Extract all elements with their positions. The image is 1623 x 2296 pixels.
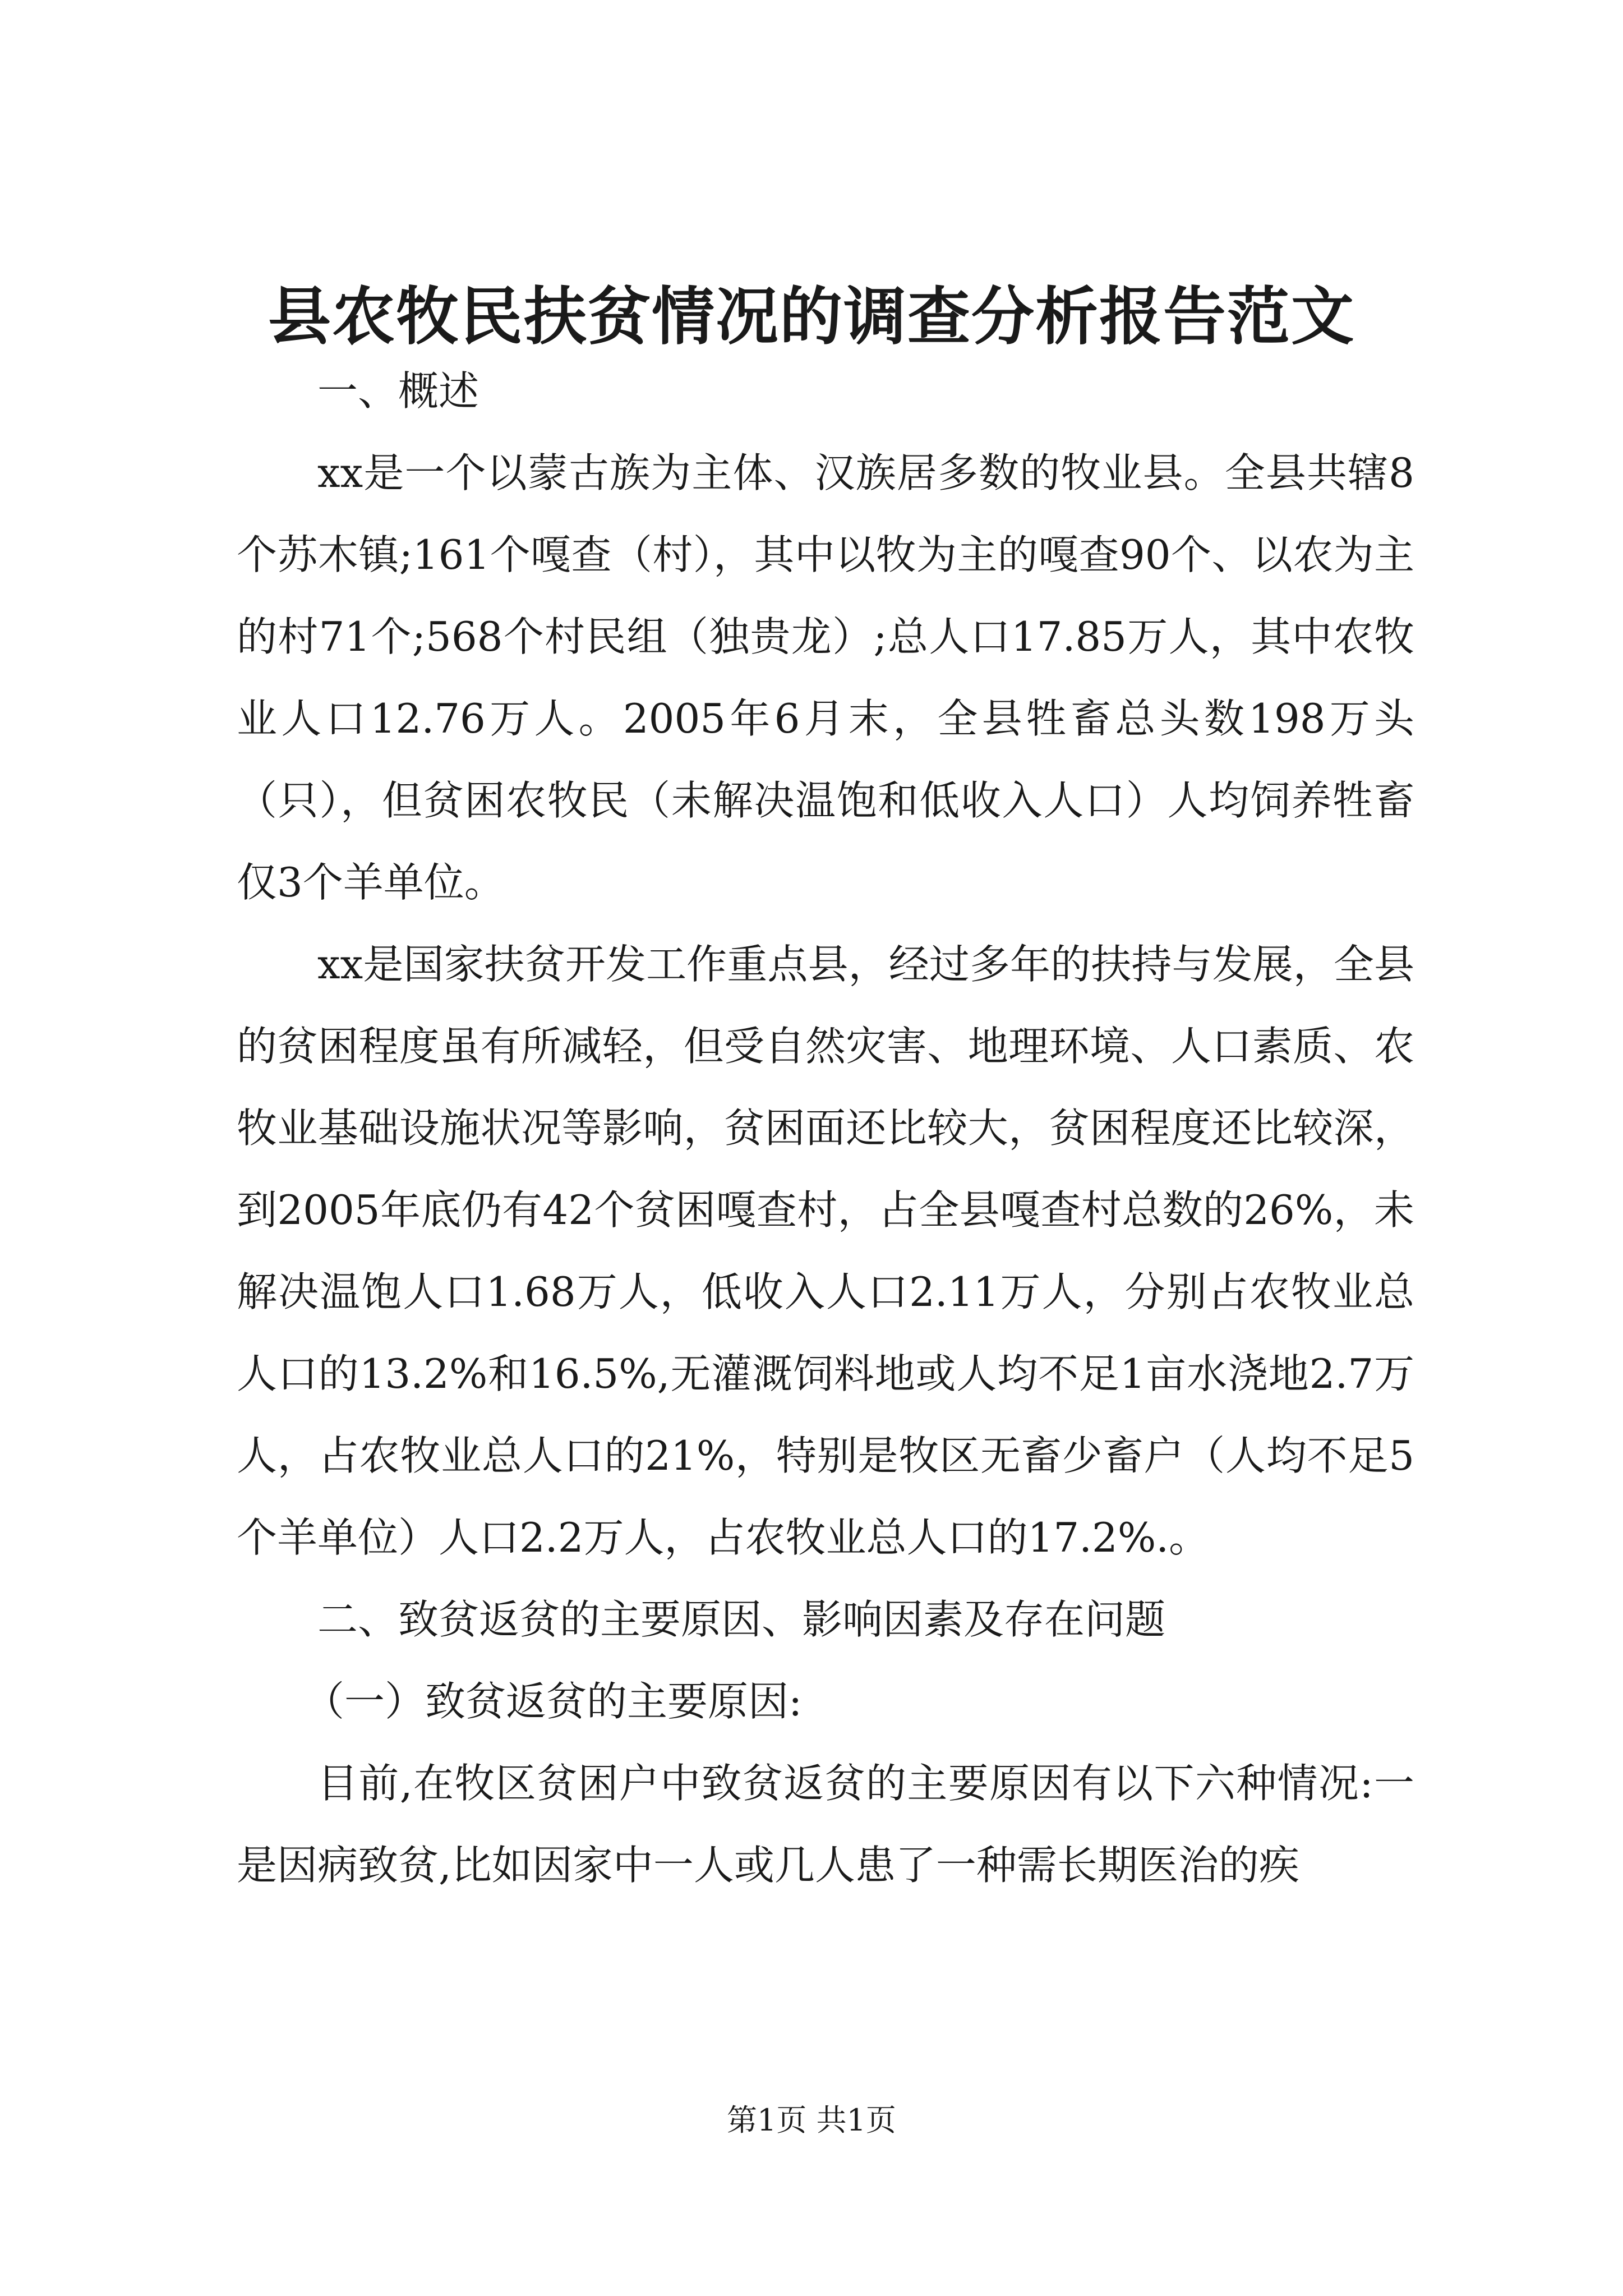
document-body [237,350,1414,1906]
paragraph-poverty-status: xx是国家扶贫开发工作重点县，经过多年的扶持与发展，全县的贫困程度虽有所减轻，但受自然灾害、地理环境、人口素质、农牧业基础设施状况等影响，贫困面还比较大，贫困程度还比较深，到2005年底仍有42个贫困嘎查村，占全县嘎查村总数的26%，未解决温饱人口1.68万人，低收入人口2.11万人，分别占农牧业总人口的13.2%和16.5%,无灌溉饲料地或人均不足1亩水浇地2.7万人，占农牧业总人口的21%，特别是牧区无畜少畜户（人均不足5个羊单位）人口2.2万人，占农牧业总人口的17.2%.。 [237,941,1414,1561]
subsection-heading-main-causes: （一）致贫返贫的主要原因: [304,1678,803,1725]
paragraph-main-causes: 目前,在牧区贫困户中致贫返贫的主要原因有以下六种情况:一是因病致贫,比如因家中一人或几人患了一种需长期医治的疾 [237,1760,1414,1889]
paragraph-county-overview: xx是一个以蒙古族为主体、汉族居多数的牧业县。全县共辖8个苏木镇;161个嘎查（村），其中以牧为主的嘎查90个、以农为主的村71个;568个村民组（独贵龙）;总人口17.85万人，其中农牧业人口12.76万人。2005年6月末，全县牲畜总头数198万头（只），但贫困农牧民（未解决温饱和低收入人口）人均饲养牲畜仅3个羊单位。 [237,449,1414,906]
section-heading-overview: 一、概述 [317,367,479,415]
section-heading-causes: 二、致贫返贫的主要原因、影响因素及存在问题 [317,1596,1166,1643]
document-title: 县农牧民扶贫情况的调查分析报告范文 [268,280,1355,353]
page-footer: 第1页 共1页 [727,2102,896,2138]
